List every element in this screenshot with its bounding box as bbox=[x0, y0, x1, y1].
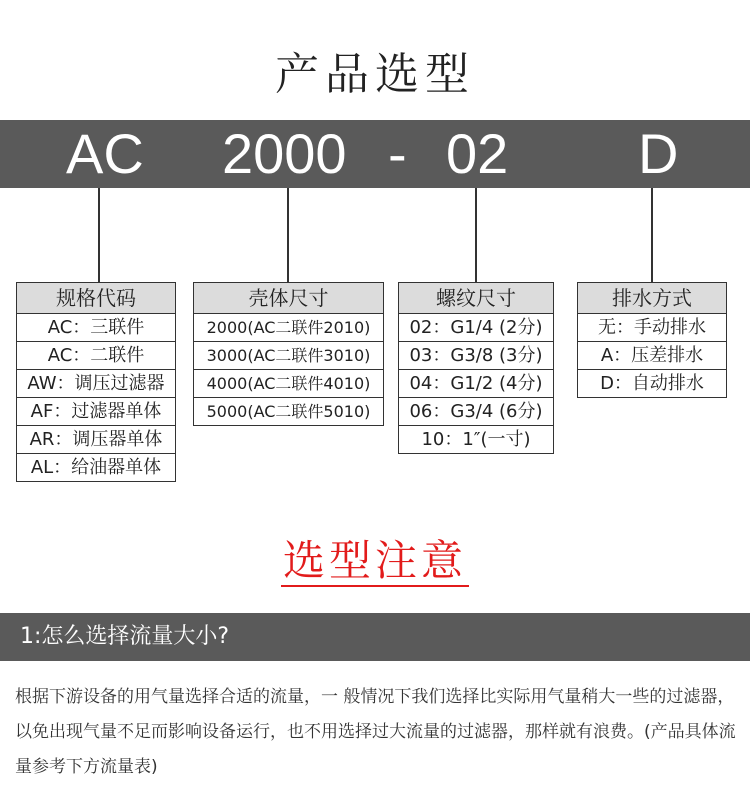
table-row: 3000(AC二联件3010) bbox=[194, 342, 383, 370]
table-row: AL：给油器单体 bbox=[30, 457, 162, 478]
model-code-thread: 02 bbox=[446, 122, 509, 185]
model-code-series: AC bbox=[66, 122, 144, 185]
connector-line-spec bbox=[98, 188, 100, 282]
table-row: D：自动排水 bbox=[600, 373, 704, 394]
model-code-dash: - bbox=[388, 122, 407, 185]
thread-size-table bbox=[398, 282, 554, 454]
question-text: 1:怎么选择流量大小? bbox=[20, 624, 230, 649]
selection-notice-heading bbox=[0, 528, 750, 588]
drain-type-table bbox=[577, 282, 727, 398]
table-row: AC：二联件 bbox=[17, 342, 175, 370]
spec-code-header: 规格代码 bbox=[17, 283, 175, 314]
model-code-drain: D bbox=[638, 122, 679, 185]
connector-line-thread bbox=[475, 188, 477, 282]
table-row: 02：G1/4 (2分) bbox=[399, 314, 553, 342]
thread-size-header: 螺纹尺寸 bbox=[399, 283, 553, 314]
table-row: 04：G1/2 (4分) bbox=[399, 370, 553, 398]
connector-line-drain bbox=[651, 188, 653, 282]
table-row: AR：调压器单体 bbox=[17, 426, 175, 454]
drain-type-header: 排水方式 bbox=[578, 283, 726, 314]
table-row: AW：调压过滤器 bbox=[17, 370, 175, 398]
body-size-header: 壳体尺寸 bbox=[194, 283, 383, 314]
table-row: 4000(AC二联件4010) bbox=[194, 370, 383, 398]
spec-code-table bbox=[16, 282, 176, 482]
page-title: 产品选型 bbox=[275, 49, 475, 100]
table-row: 5000(AC二联件5010) bbox=[206, 402, 371, 421]
table-row: A：压差排水 bbox=[578, 342, 726, 370]
answer-paragraph: 根据下游设备的用气量选择合适的流量，一 般情况下我们选择比实际用气量稍大一些的过滤器，以免出现气量不足而影响设备运行，也不用选择过大流量的过滤器，那样就有浪费。(产品具体流量参考下方流量表) bbox=[15, 687, 736, 777]
body-size-table bbox=[193, 282, 384, 426]
model-code-body-size: 2000 bbox=[222, 122, 347, 185]
table-row: AC：三联件 bbox=[17, 314, 175, 342]
table-row: 无：手动排水 bbox=[578, 314, 726, 342]
table-row: AF：过滤器单体 bbox=[17, 398, 175, 426]
selection-notice-title: 选型注意 bbox=[282, 536, 467, 585]
question-bar bbox=[0, 613, 750, 661]
table-row: 06：G3/4 (6分) bbox=[399, 398, 553, 426]
table-row: 10：1″(一寸) bbox=[421, 429, 531, 450]
connector-line-body bbox=[287, 188, 289, 282]
table-row: 03：G3/8 (3分) bbox=[399, 342, 553, 370]
table-row: 2000(AC二联件2010) bbox=[194, 314, 383, 342]
